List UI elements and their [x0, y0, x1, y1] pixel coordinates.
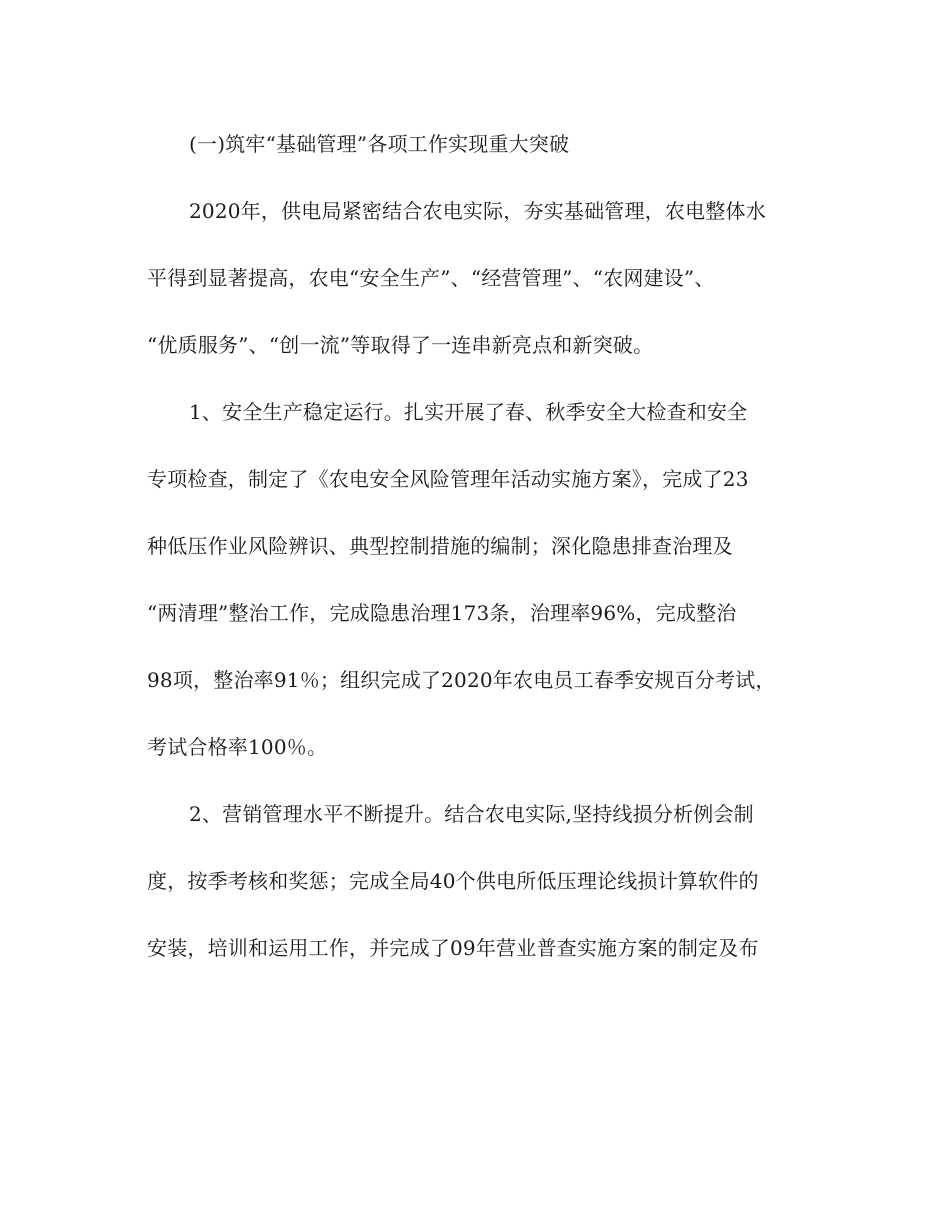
paragraph-line: 平得到显著提高，农电“安全生产”、“经营管理”、“农网建设”、: [147, 266, 715, 290]
paragraph-line: 专项检查，制定了《农电安全风险管理年活动实施方案》，完成了23: [147, 467, 749, 491]
paragraph-line: 度，按季考核和奖惩；完成全局40个供电所低压理论线损计算软件的: [147, 869, 759, 893]
section-heading: (一)筑牢“基础管理”各项工作实现重大突破: [189, 132, 570, 156]
paragraph-line: 种低压作业风险辨识、典型控制措施的编制；深化隐患排查治理及: [147, 534, 733, 558]
paragraph-line: 2020年，供电局紧密结合农电实际，夯实基础管理，农电整体水: [189, 199, 766, 223]
paragraph-line: “两清理”整治工作，完成隐患治理173条，治理率96%，完成整治: [147, 601, 737, 625]
paragraph-line: 1、安全生产稳定运行。扎实开展了春、秋季安全大检查和安全: [189, 400, 748, 424]
paragraph-line: 2、营销管理水平不断提升。结合农电实际,坚持线损分析例会制: [189, 802, 754, 826]
paragraph-line: 考试合格率100％。: [147, 735, 328, 759]
paragraph-line: “优质服务”、“创一流”等取得了一连串新亮点和新突破。: [147, 333, 654, 357]
paragraph-line: 安装，培训和运用工作，并完成了09年营业普查实施方案的制定及布: [147, 936, 759, 960]
paragraph-line: 98项，整治率91％；组织完成了2020年农电员工春季安规百分考试，: [147, 668, 776, 692]
